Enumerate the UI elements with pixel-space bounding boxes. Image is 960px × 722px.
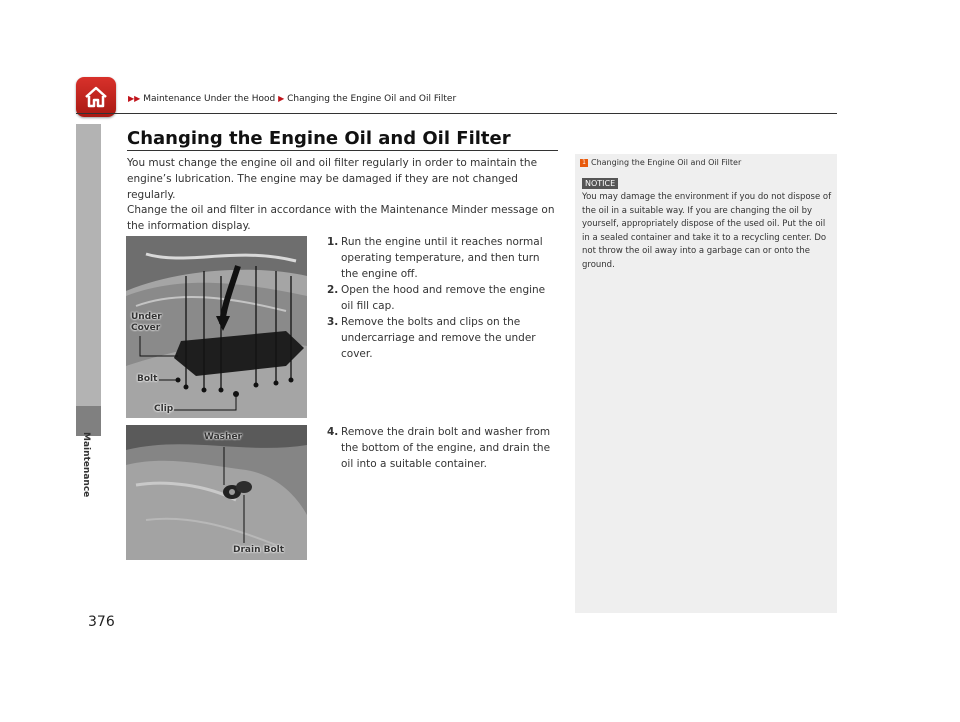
- breadcrumb-link-maintenance-under-hood[interactable]: Maintenance Under the Hood: [143, 94, 276, 104]
- page-title: Changing the Engine Oil and Oil Filter: [127, 128, 511, 149]
- home-button[interactable]: [76, 77, 116, 117]
- index-marker-icon: 1: [580, 159, 588, 167]
- intro-paragraph: You must change the engine oil and oil filter regularly in order to maintain the engine’s lubrication. The engine may be damaged if they are not changed regularly.: [127, 157, 538, 201]
- step-text: Open the hood and remove the engine oil fill cap.: [341, 284, 546, 312]
- step-item: [327, 314, 559, 362]
- breadcrumb-arrow-icon: ▶▶: [128, 94, 141, 103]
- step-number: 3.: [327, 316, 339, 328]
- step-text: Run the engine until it reaches normal operating temperature, and then turn the engine off.: [341, 236, 543, 280]
- breadcrumb-arrow-icon: ▶: [278, 94, 285, 103]
- drain-bolt-illustration: [126, 425, 307, 560]
- home-icon: [82, 83, 110, 111]
- page-number: 376: [88, 614, 115, 630]
- steps-list: [327, 234, 559, 362]
- notice-text: You may damage the environment if you do not dispose of the oil in a suitable way. If you are changing the oil by yourself, appropriately dispose of the used oil. Put the oil in a sealed container and take it to a recycling center. Do not throw the oil away into a garbage can or onto the ground.: [582, 192, 832, 270]
- oil-pan-drawing: [126, 425, 307, 560]
- chapter-tab[interactable]: [76, 124, 101, 424]
- chapter-tab-label: Maintenance: [81, 432, 91, 498]
- step-number: 4.: [327, 426, 339, 438]
- callout-drain-bolt: Drain Bolt: [233, 545, 285, 555]
- step-number: 1.: [327, 236, 339, 248]
- callout-clip: Clip: [154, 404, 174, 414]
- step-text: Remove the bolts and clips on the undercarriage and remove the under cover.: [341, 316, 536, 360]
- side-note-heading-text: Changing the Engine Oil and Oil Filter: [591, 158, 742, 167]
- breadcrumb-current: Changing the Engine Oil and Oil Filter: [287, 94, 457, 104]
- step-item: [327, 282, 559, 314]
- under-cover-illustration: [126, 236, 307, 418]
- breadcrumb: [128, 94, 456, 104]
- header-divider: [76, 113, 837, 114]
- intro-paragraph: Change the oil and filter in accordance with the Maintenance Minder message on the information display.: [127, 204, 555, 232]
- title-divider: [127, 150, 558, 151]
- step-item: [327, 424, 559, 472]
- callout-under: Under: [131, 312, 162, 322]
- callout-washer: Washer: [204, 432, 242, 442]
- notice-badge: NOTICE: [582, 178, 618, 189]
- step-number: 2.: [327, 284, 339, 296]
- callout-cover: Cover: [131, 323, 161, 333]
- steps-list: [327, 424, 559, 472]
- side-note-heading: [580, 158, 741, 167]
- step-item: [327, 234, 559, 282]
- callout-bolt: Bolt: [137, 374, 158, 384]
- step-text: Remove the drain bolt and washer from the bottom of the engine, and drain the oil into a suitable container.: [341, 426, 551, 470]
